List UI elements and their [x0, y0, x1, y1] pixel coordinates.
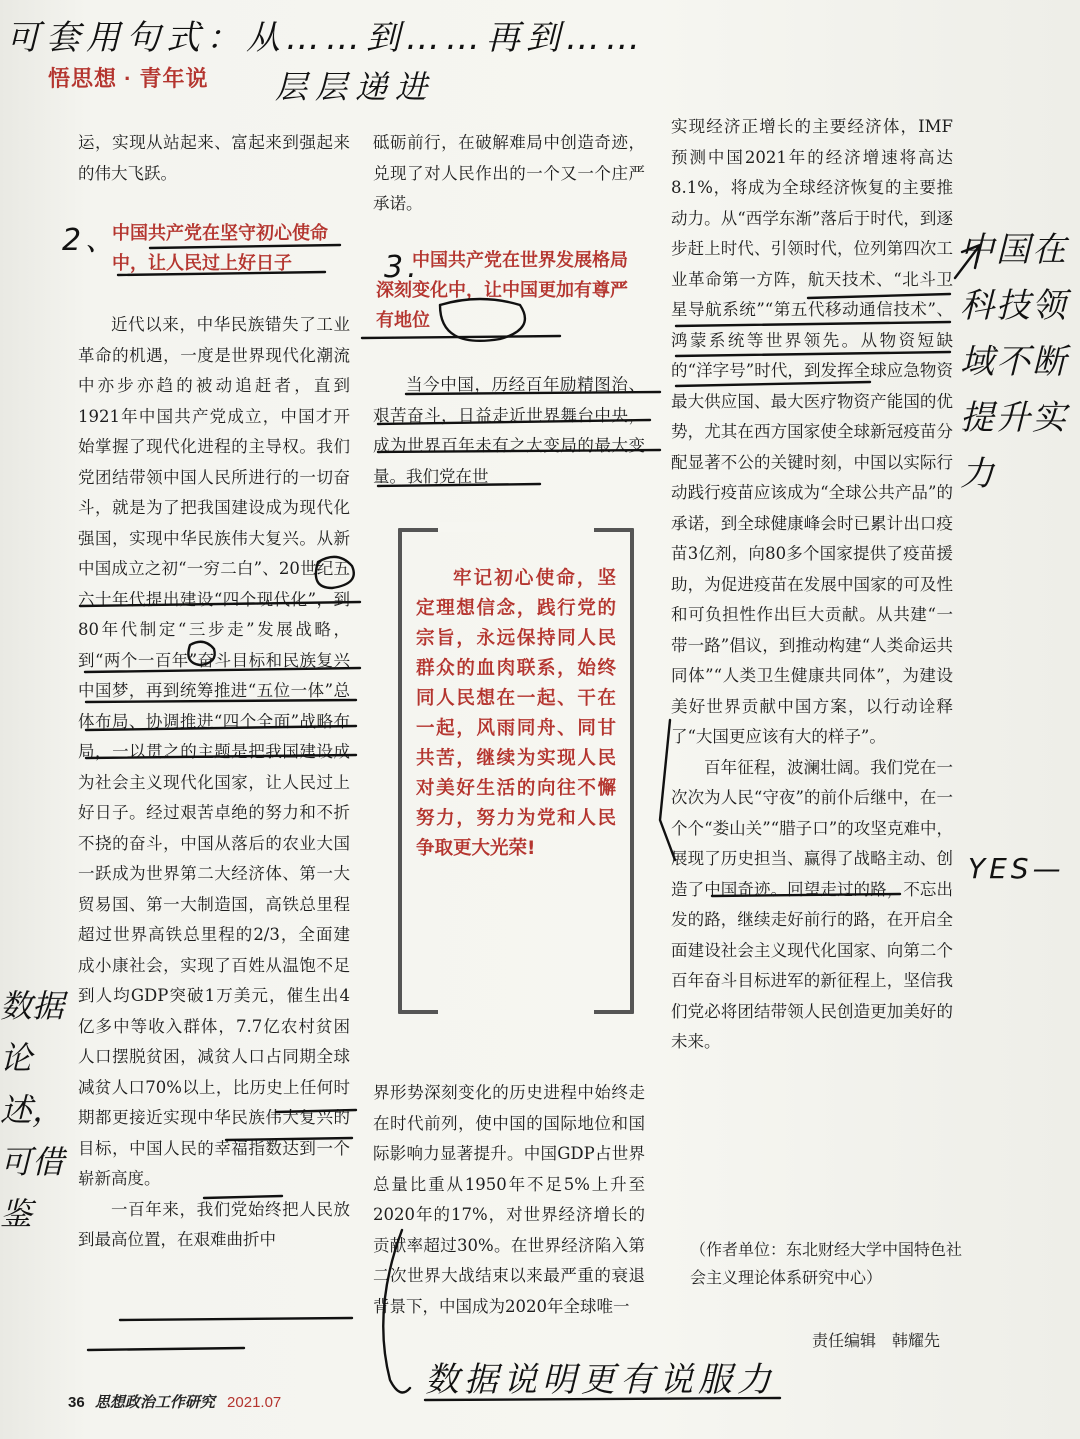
col2-intro: 砥砺前行，在破解难局中创造奇迹，兑现了对人民作出的一个又一个庄严承诺。	[373, 133, 645, 213]
handwritten-yes-note: YES—	[968, 852, 1065, 885]
responsible-editor: 责任编辑 韩耀先	[812, 1331, 941, 1350]
handwritten-left-note: 数据论述，可借鉴	[0, 987, 65, 1233]
col1-intro: 运，实现从站起来、富起来到强起来的伟大飞跃。	[78, 133, 350, 183]
col1-paragraph-2: 一百年来，我们党始终把人民放到最高位置，在艰难曲折中	[78, 1199, 350, 1249]
handwritten-top-note: 可套用句式：从……到……再到……	[6, 18, 646, 58]
underline-heading-3	[362, 336, 560, 338]
page-number: 36	[68, 1394, 85, 1411]
magazine-title: 思想政治工作研究	[94, 1393, 215, 1411]
handwritten-number-3: 3.	[384, 250, 421, 285]
pull-quote-box	[398, 528, 634, 1014]
page-footer	[68, 1391, 281, 1412]
frame-gap-top	[438, 522, 594, 532]
issue-date: 2021.07	[227, 1394, 282, 1411]
column-1-body	[78, 310, 350, 1256]
col1-paragraph-1: 近代以来，中华民族错失了工业革命的机遇，一度是世界现代化潮流中亦步亦趋的被动追赶者，直到1921年中国共产党成立，中国才开始掌握了现代化进程的主导权。我们党团结带领中国人民所进行的一切奋斗，就是为了把我国建设成为现代化强国，实现中华民族伟大复兴。从新中国成立之初“一穷二白”、20世纪五六十年代提出建设“四个现代化”，到80年代制定“三步走”发展战略，到“两个一百年”奋斗目标和民族复兴中国梦，再到统筹推进“五位一体”总体布局、协调推进“四个全面”战略布局，一以贯之的主题是把我国建设成为社会主义现代化国家，让人民过上好日子。经过艰苦卓绝的努力和不折不挠的奋斗，中国从落后的农业大国一跃成为世界第二大经济体、第一大贸易国、第一大制造国，高铁总里程超过世界高铁总里程的2/3，全面建成小康社会，实现了百姓从温饱不足到人均GDP突破1万美元，催生出4亿多中等收入群体，7.7亿农村贫困人口摆脱贫困，减贫人口占同期全球减贫人口70%以上，比历史上任何时期都更接近实现中华民族伟大复兴的目标，中国人民的幸福指数达到一个崭新高度。	[78, 315, 350, 1188]
handwritten-progression-note: 层层递进	[275, 68, 436, 106]
underline-100years	[120, 1318, 352, 1320]
col2-paragraph-1: 当今中国，历经百年励精图治、艰苦奋斗，日益走近世界舞台中央，成为世界百年未有之大变局的最大变量。我们党在世	[373, 375, 645, 486]
underline-highest	[88, 1348, 244, 1350]
column-2-body	[373, 370, 645, 492]
frame-gap-bottom	[438, 1010, 594, 1020]
pull-quote-text: 牢记初心使命，坚定理想信念，践行党的宗旨，永远保持同人民群众的血肉联系，始终同人民想在一起、干在一起，风雨同舟、同甘共苦，继续为实现人民对美好生活的向往不懈努力，努力为党和人民争取更大光荣!	[416, 568, 616, 859]
section-header: 悟思想 · 青年说	[48, 66, 209, 91]
col3-paragraph-1: 实现经济正增长的主要经济体，IMF预测中国2021年的经济增速将高达8.1%，将成为全球经济恢复的主要推动力。从“西学东渐”落后于时代，到逐步赶上时代、引领时代，位列第四次工业革命第一方阵，航天技术、“北斗卫星导航系统”“第五代移动通信技术”、鸿蒙系统等世界领先。从物资短缺的“洋字号”时代，到发挥全球应急物资最大供应国、最大医疗物资产能国的优势，尤其在西方国家使全球新冠疫苗分配显著不公的关键时刻，中国以实际行动践行疫苗应该成为“全球公共产品”的承诺，到全球健康峰会时已累计出口疫苗3亿剂，向80多个国家提供了疫苗援助，为促进疫苗在发展中国家的可及性和可负担性作出巨大贡献。从共建“一带一路”倡议，到推动构建“人类命运共同体”“人类卫生健康共同体”，为建设美好世界贡献中国方案，以行动诠释了“大国更应该有大的样子”。	[671, 117, 953, 746]
col2-paragraph-1-cont: 界形势深刻变化的历史进程中始终走在时代前列，使中国的国际地位和国际影响力显著提升。中国GDP占世界总量比重从1950年不足5%上升至2020年的17%，对世界经济增长的贡献率超过30%。在世界经济陷入第二次世界大战结束以来最严重的衰退背景下，中国成为2020年全球唯一	[373, 1083, 645, 1316]
column-2	[373, 128, 645, 220]
column-2-continued	[373, 1078, 645, 1322]
handwritten-bottom-note: 数据说明更有说服力	[425, 1360, 776, 1400]
handwritten-number-2: 2、	[62, 223, 120, 258]
author-affiliation: （作者单位：东北财经大学中国特色社会主义理论体系研究中心）	[690, 1240, 963, 1287]
col1-heading: 中国共产党在坚守初心使命中，让人民过上好日子	[112, 223, 328, 273]
column-1	[78, 128, 350, 189]
col2-heading: 中国共产党在世界发展格局深刻变化中，让中国更加有尊严有地位	[376, 250, 628, 330]
handwritten-right-note: 中国在科技领域不断提升实力	[960, 230, 1068, 494]
col3-paragraph-2: 百年征程，波澜壮阔。我们党在一次次为人民“守夜”的前仆后继中，在一个个“娄山关”“腊子口”的攻坚克难中，展现了历史担当、赢得了战略主动、创造了中国奇迹。回望走过的路，不忘出发的路，继续走好前行的路，在开启全面建设社会主义现代化国家、向第二个百年奋斗目标进军的新征程上，坚信我们党必将团结带领人民创造更加美好的未来。	[671, 757, 953, 1051]
column-3	[671, 112, 953, 1058]
